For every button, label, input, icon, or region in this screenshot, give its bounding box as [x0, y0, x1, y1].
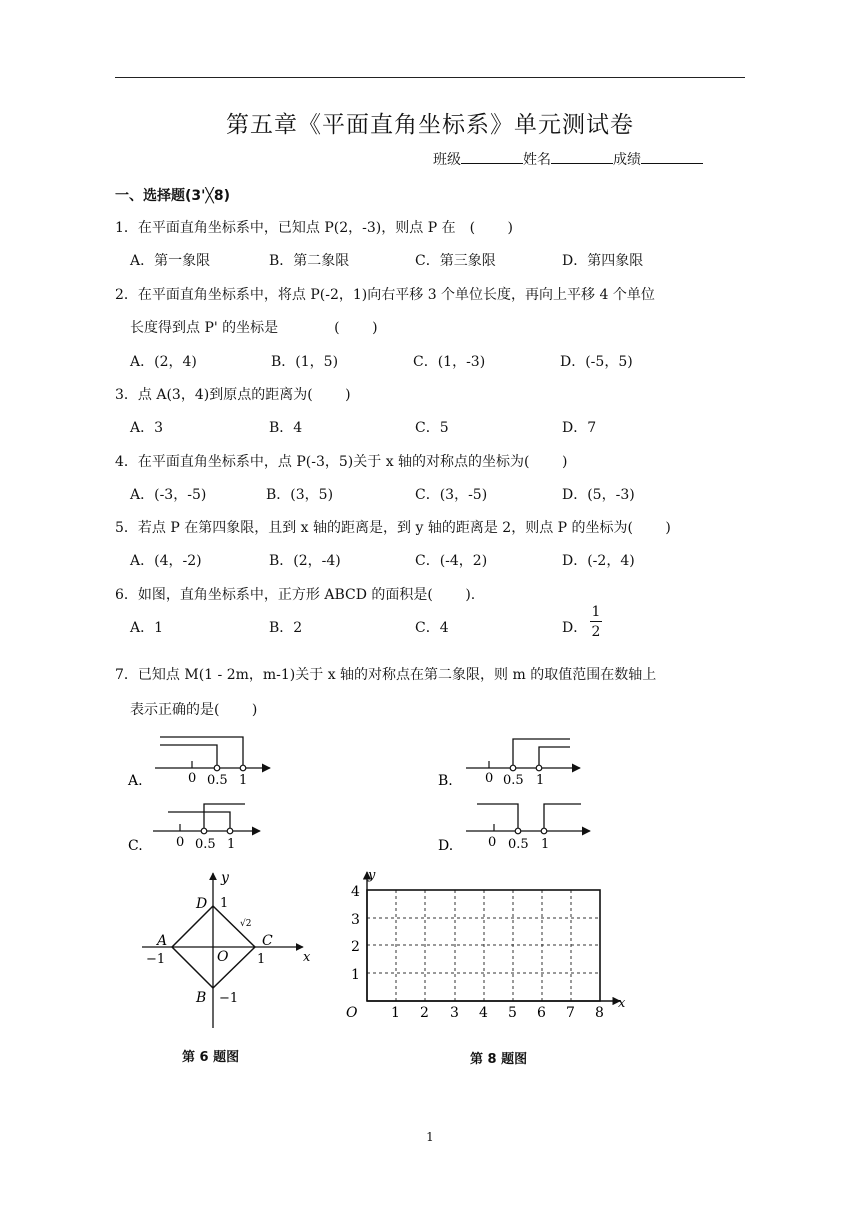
- tick-neg-y: −1: [219, 991, 239, 1006]
- side-length-label: √2: [240, 919, 252, 929]
- name-blank[interactable]: [551, 149, 613, 164]
- q6-option-d-fraction: [590, 603, 602, 642]
- q6-option-b[interactable]: B．2: [269, 620, 303, 636]
- number-line-b[interactable]: [438, 739, 580, 789]
- option-label-d: D.: [438, 838, 454, 854]
- tick-label-1: 1: [541, 837, 550, 852]
- figure-8-caption: 第 8 题图: [470, 1052, 528, 1067]
- point-label-d: D: [196, 896, 208, 912]
- tick-neg-x: −1: [146, 952, 166, 967]
- number-line-d[interactable]: [438, 804, 590, 854]
- open-point-one: [240, 765, 246, 771]
- q1-option-c[interactable]: C．第三象限: [415, 253, 496, 269]
- q5-option-c[interactable]: C．(-4，2): [415, 553, 488, 569]
- score-blank[interactable]: [641, 149, 703, 164]
- y-tick-4: 4: [351, 884, 360, 900]
- q4-option-b[interactable]: B．(3，5): [266, 487, 334, 503]
- point-label-c: C: [262, 933, 273, 949]
- header-rule: [115, 77, 745, 78]
- option-label-c: C.: [128, 838, 143, 854]
- q6-option-c[interactable]: C．4: [415, 620, 449, 636]
- score-label: 成绩: [613, 152, 641, 168]
- y-axis-label: y: [368, 868, 376, 883]
- name-label: 姓名: [523, 152, 551, 168]
- q5-option-d[interactable]: D．(-2，4): [562, 553, 635, 569]
- question-1-stem: 1．在平面直角坐标系中，已知点 P(2，-3)，则点 P 在 ( ): [115, 220, 513, 236]
- open-point-one: [541, 828, 547, 834]
- ray-left-from-half: [477, 804, 518, 828]
- option-label-b: B.: [438, 773, 453, 789]
- x-tick-6: 6: [537, 1005, 546, 1021]
- question-2-stem: 2．在平面直角坐标系中，将点 P(-2，1)向右平移 3 个单位长度，再向上平移 4 个单位: [115, 287, 655, 303]
- question-3-stem: 3．点 A(3，4)到原点的距离为( ): [115, 387, 351, 403]
- x-tick-8: 8: [595, 1005, 604, 1021]
- option-label-a: A.: [128, 773, 143, 789]
- q4-option-a[interactable]: A．(-3，-5): [130, 487, 207, 503]
- x-tick-4: 4: [479, 1005, 488, 1021]
- q1-option-d[interactable]: D．第四象限: [562, 253, 644, 269]
- origin-label: O: [346, 1005, 358, 1021]
- q6-option-a[interactable]: A．1: [130, 620, 164, 636]
- open-point-half: [515, 828, 521, 834]
- origin-label: O: [217, 949, 229, 965]
- x-tick-5: 5: [508, 1005, 517, 1021]
- point-label-a: A: [157, 933, 168, 949]
- ray-right-from-half: [204, 804, 245, 828]
- figure-6-diagram: [140, 868, 320, 1068]
- q4-option-c[interactable]: C．(3，-5): [415, 487, 488, 503]
- class-blank[interactable]: [461, 149, 523, 164]
- ray-left-from-one: [168, 812, 230, 828]
- number-line-a[interactable]: [127, 737, 270, 789]
- q5-option-b[interactable]: B．(2，-4): [269, 553, 341, 569]
- point-label-b: B: [196, 990, 207, 1006]
- y-axis-label: y: [221, 870, 229, 886]
- tick-label-0: 0: [485, 771, 494, 786]
- ray-left-from-half: [160, 745, 217, 765]
- section-heading: 一、选择题(3'╳8): [115, 188, 230, 204]
- tick-label-half: 0.5: [207, 773, 228, 788]
- number-line-options: [110, 730, 630, 860]
- q1-option-a[interactable]: A．第一象限: [130, 253, 211, 269]
- q5-option-a[interactable]: A．(4，-2): [130, 553, 202, 569]
- open-point-one: [227, 828, 233, 834]
- page-title: 第五章《平面直角坐标系》单元测试卷: [226, 112, 634, 138]
- fraction-numerator: 1: [591, 604, 601, 620]
- question-6-stem: 6．如图，直角坐标系中，正方形 ABCD 的面积是( ).: [115, 587, 476, 603]
- tick-label-1: 1: [536, 773, 545, 788]
- tick-label-0: 0: [488, 835, 497, 850]
- number-line-c[interactable]: [128, 804, 260, 854]
- y-tick-1: 1: [351, 967, 360, 983]
- page-number: 1: [426, 1130, 434, 1144]
- q2-option-a[interactable]: A．(2，4): [130, 354, 197, 370]
- open-point-one: [536, 765, 542, 771]
- q3-option-d[interactable]: D．7: [562, 420, 597, 436]
- tick-label-half: 0.5: [503, 773, 524, 788]
- q2-option-b[interactable]: B．(1，5): [271, 354, 339, 370]
- x-tick-1: 1: [391, 1005, 400, 1021]
- fraction-denominator: 2: [591, 624, 601, 640]
- tick-label-1: 1: [239, 773, 248, 788]
- question-4-stem: 4．在平面直角坐标系中，点 P(-3，5)关于 x 轴的对称点的坐标为( ): [115, 454, 568, 470]
- x-axis-label: x: [618, 996, 626, 1011]
- tick-label-0: 0: [188, 771, 197, 786]
- y-tick-2: 2: [351, 939, 360, 955]
- tick-label-half: 0.5: [195, 837, 216, 852]
- question-7-stem: 7．已知点 M(1 - 2m，m-1)关于 x 轴的对称点在第二象限，则 m 的取值范围在数轴上: [115, 667, 657, 683]
- tick-label-half: 0.5: [508, 837, 529, 852]
- q1-option-b[interactable]: B．第二象限: [269, 253, 350, 269]
- q3-option-b[interactable]: B．4: [269, 420, 303, 436]
- tick-pos-x: 1: [257, 952, 266, 967]
- open-point-half: [214, 765, 220, 771]
- grid-dashed-lines: [367, 890, 600, 1001]
- q2-option-c[interactable]: C．(1，-3): [413, 354, 486, 370]
- y-tick-3: 3: [351, 912, 360, 928]
- open-point-half: [510, 765, 516, 771]
- q3-option-c[interactable]: C．5: [415, 420, 449, 436]
- student-info-line: [433, 149, 703, 169]
- tick-label-0: 0: [176, 835, 185, 850]
- x-tick-3: 3: [450, 1005, 459, 1021]
- figure-8-grid: [335, 866, 635, 1031]
- class-label: 班级: [433, 152, 461, 168]
- q3-option-a[interactable]: A．3: [130, 420, 164, 436]
- x-tick-7: 7: [566, 1005, 575, 1021]
- q4-option-d[interactable]: D．(5，-3): [562, 487, 635, 503]
- tick-pos-y: 1: [220, 896, 229, 911]
- question-2-stem-cont: 长度得到点 P' 的坐标是 ( ): [130, 320, 378, 336]
- x-tick-2: 2: [420, 1005, 429, 1021]
- x-axis-label: x: [303, 950, 311, 965]
- q6-option-d[interactable]: D．: [562, 620, 588, 636]
- open-point-half: [201, 828, 207, 834]
- ray-left-from-one: [160, 737, 243, 765]
- question-5-stem: 5．若点 P 在第四象限，且到 x 轴的距离是，到 y 轴的距离是 2，则点 P 的坐标为( ): [115, 520, 671, 536]
- ray-right-from-one: [544, 804, 581, 828]
- ray-right-from-one: [539, 747, 570, 765]
- q2-option-d[interactable]: D．(-5，5): [560, 354, 633, 370]
- ray-right-from-half: [513, 739, 570, 765]
- question-7-stem-cont: 表示正确的是( ): [130, 702, 258, 718]
- tick-label-1: 1: [227, 837, 236, 852]
- figure-6-caption: 第 6 题图: [182, 1050, 240, 1065]
